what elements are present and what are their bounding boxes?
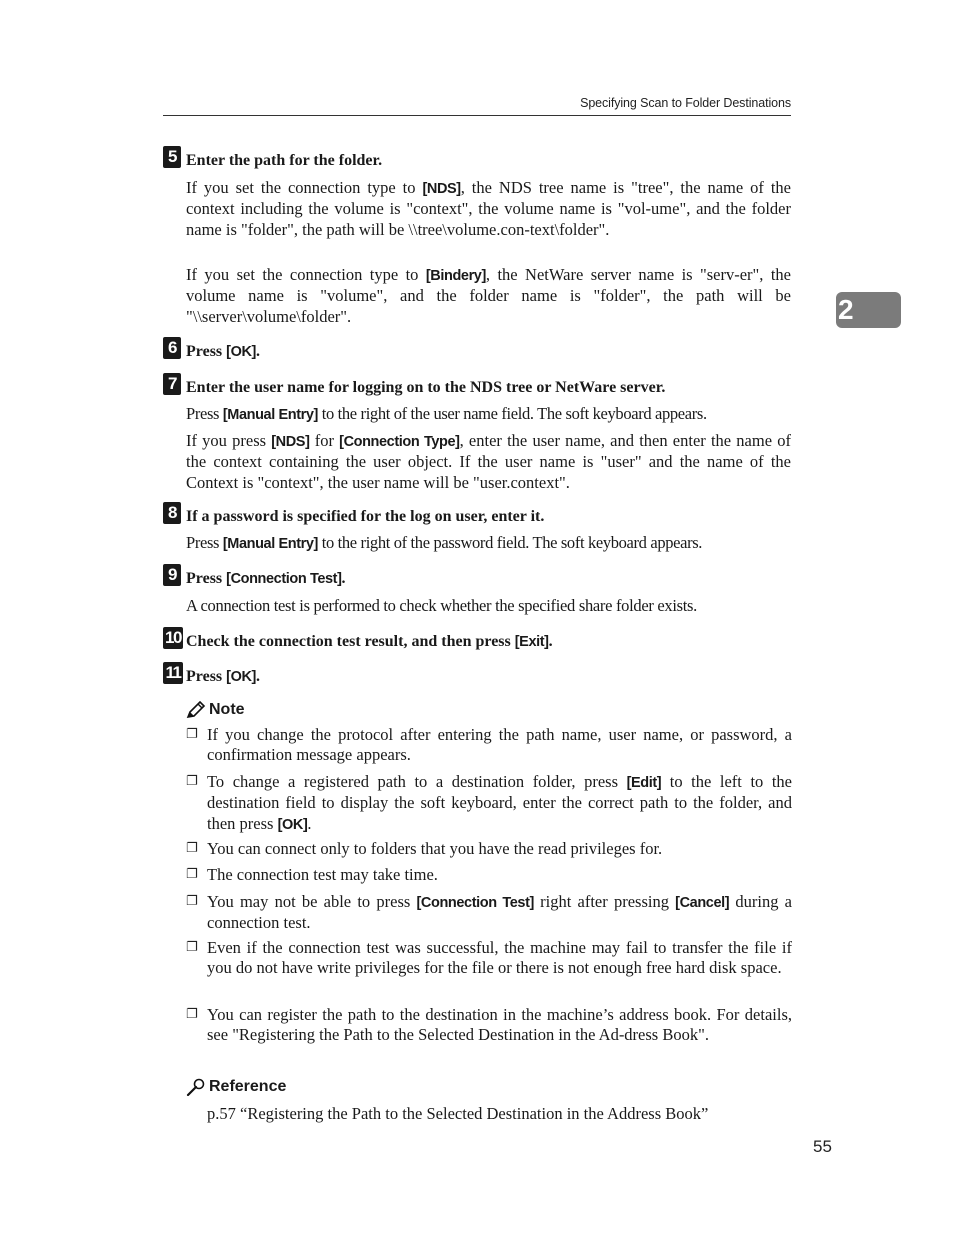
connection-test-key: [Connection Test]	[416, 895, 534, 911]
step-11-number: 11	[163, 662, 183, 684]
step-6-number: 6	[163, 337, 181, 359]
step-9-paragraph-1: A connection test is performed to check whether the specified share folder exists.	[186, 596, 698, 615]
text: Check the connection test result, and then press	[186, 633, 515, 650]
step-7-title: Enter the user name for logging on to the NDS tree or NetWare server.	[186, 379, 666, 396]
step-7-paragraph-1	[186, 404, 791, 425]
ok-key: [OK]	[277, 816, 308, 833]
text: right after pressing	[533, 892, 676, 911]
header-rule	[163, 115, 791, 116]
reference-link[interactable]: p.57 “Registering the Path to the Selected Destination in the Address Book”	[207, 1104, 709, 1123]
step-5-title: Enter the path for the folder.	[186, 152, 383, 169]
note-item	[186, 772, 792, 835]
pencil-icon	[186, 701, 206, 719]
note-item-text: You can register the path to the destination in the machine’s address book. For details, see "Registering the Path to the Selected Destination in the Ad-dress Book".	[207, 1005, 792, 1045]
checkbox-bullet-icon: ❐	[186, 1007, 198, 1022]
note-item	[186, 865, 792, 885]
running-header: Specifying Scan to Folder Destinations	[580, 96, 791, 110]
text: Press	[186, 570, 227, 587]
checkbox-bullet-icon: ❐	[186, 774, 198, 789]
text: .	[307, 813, 312, 833]
note-item-text: The connection test may take time.	[207, 865, 438, 884]
step-7-paragraph-2	[186, 431, 791, 493]
manual-entry-key: [Manual Entry]	[222, 536, 318, 552]
step-10-number: 10	[163, 627, 183, 649]
reference-heading-text: Reference	[209, 1078, 287, 1095]
ok-key: [OK]	[226, 344, 256, 360]
step-8-title: If a password is specified for the log on user, enter it.	[186, 508, 545, 525]
bindery-key: [Bindery]	[425, 268, 486, 284]
nds-key: [NDS]	[422, 181, 461, 197]
note-item-text	[207, 892, 792, 934]
step-5-paragraph-2	[186, 265, 791, 327]
exit-key: [Exit]	[514, 634, 549, 650]
page-number: 55	[813, 1137, 832, 1156]
text: , enter the user name, and then enter the name of the context containing the user object. If the user name is "user" and the name of the Context is "context", the user name will be "user.context".	[186, 431, 791, 492]
note-heading-text: Note	[209, 701, 245, 718]
text: to the right of the password field. The soft keyboard appears.	[317, 533, 703, 552]
note-item	[186, 725, 792, 766]
note-item	[186, 892, 792, 934]
connection-type-key: [Connection Type]	[339, 434, 460, 450]
note-item-text: If you change the protocol after entering the path name, user name, or password, a confirmation message appears.	[207, 725, 792, 765]
text: Press	[186, 404, 223, 423]
note-item	[186, 839, 792, 859]
step-9-title	[186, 569, 792, 589]
text: If you set the connection type to	[186, 178, 423, 197]
text: for	[309, 431, 340, 450]
text: .	[548, 633, 553, 650]
text: Press	[186, 343, 227, 360]
text: .	[255, 668, 260, 685]
text: during a connection test.	[207, 892, 792, 933]
text: to the right of the user name field. The soft keyboard appears.	[317, 404, 707, 423]
text: You may not be able to press	[207, 892, 417, 911]
step-5-paragraph-1	[186, 178, 791, 240]
text: .	[255, 343, 260, 360]
text: If you press	[186, 431, 272, 450]
text: To change a registered path to a destination folder, press	[207, 772, 627, 791]
text: , the NetWare server name is "serv-er", the volume name is "volume", and the folder name is "folder", the path will be "\\server\volume\folder".	[186, 265, 791, 326]
note-item-text: Even if the connection test was successful, the machine may fail to transfer the file if you do not have write privileges for the file or there is not enough free hard disk space.	[207, 938, 792, 978]
note-heading	[186, 701, 245, 719]
step-11-title	[186, 667, 792, 687]
step-7-number: 7	[163, 373, 181, 395]
chapter-tab: 2	[836, 292, 901, 328]
checkbox-bullet-icon: ❐	[186, 841, 198, 856]
magnifier-icon	[186, 1078, 206, 1096]
cancel-key: [Cancel]	[675, 895, 730, 911]
step-9-number: 9	[163, 564, 181, 586]
edit-key: [Edit]	[626, 775, 662, 791]
checkbox-bullet-icon: ❐	[186, 940, 198, 955]
checkbox-bullet-icon: ❐	[186, 727, 198, 742]
text: Press	[186, 533, 223, 552]
note-item	[186, 1005, 792, 1046]
note-item-text: You can connect only to folders that you have the read privileges for.	[207, 839, 663, 858]
step-6-title	[186, 342, 792, 362]
checkbox-bullet-icon: ❐	[186, 894, 198, 909]
text: .	[341, 570, 346, 587]
reference-heading	[186, 1078, 286, 1096]
step-8-number: 8	[163, 502, 181, 524]
text: , the NDS tree name is "tree", the name of the context including the volume is "context", the volume name is "vol-ume", and the folder name is "folder", the path will be \\tree\volume.con-text\folder".	[186, 178, 792, 239]
step-5-number: 5	[163, 146, 181, 168]
checkbox-bullet-icon: ❐	[186, 867, 198, 882]
text: Press	[186, 668, 227, 685]
manual-entry-key: [Manual Entry]	[222, 407, 318, 423]
ok-key: [OK]	[226, 669, 256, 685]
text: to the left to the destination field to display the soft keyboard, enter the correct path to the folder, and then press	[207, 772, 792, 833]
text: If you set the connection type to	[186, 265, 426, 284]
step-10-title	[186, 632, 792, 652]
step-8-paragraph-1	[186, 533, 791, 554]
nds-key: [NDS]	[271, 434, 310, 450]
note-item	[186, 938, 792, 979]
note-item-text	[207, 772, 792, 835]
connection-test-key: [Connection Test]	[226, 571, 342, 587]
